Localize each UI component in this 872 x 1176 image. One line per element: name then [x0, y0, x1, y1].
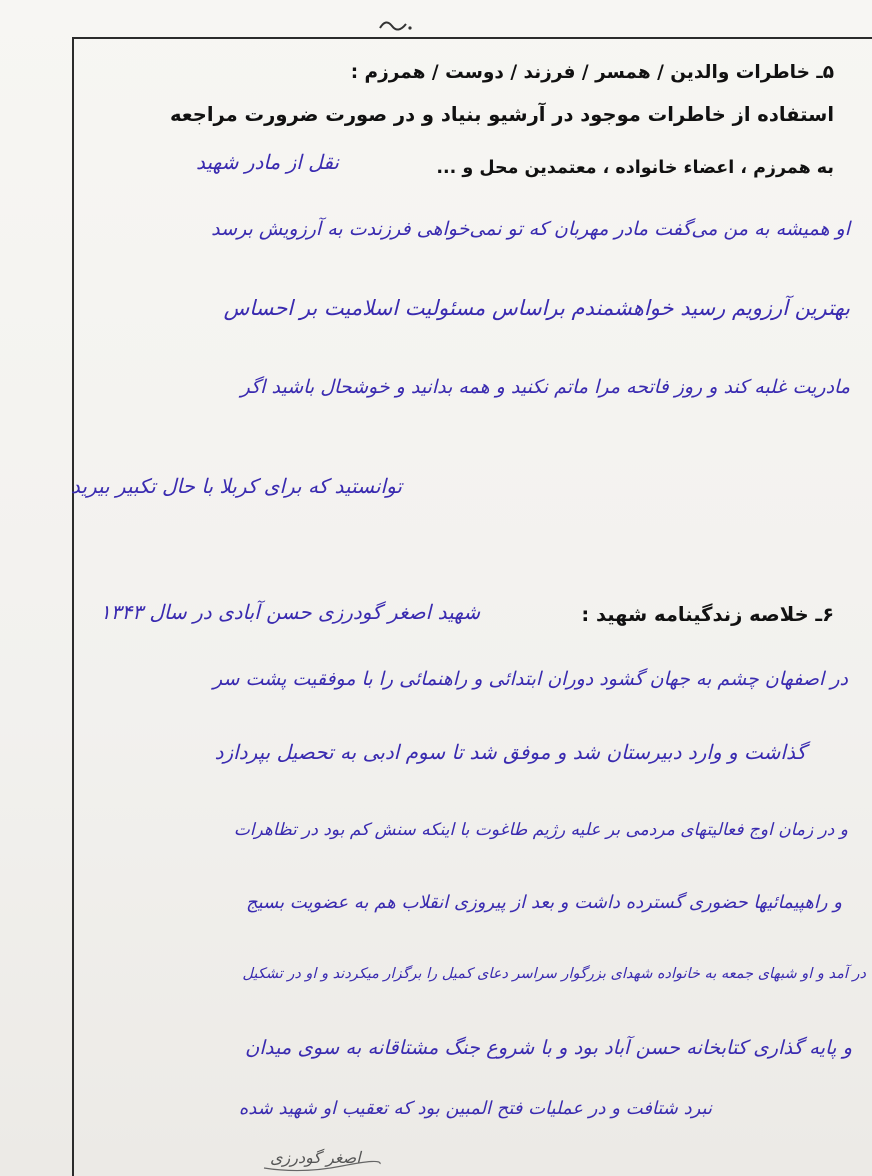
section6-handwritten-line: و در زمان اوج فعالیتهای مردمی بر علیه رژیم طاغوت با اینکه سنش کم بود در تظاهرات	[233, 820, 848, 840]
section6-heading: ۶ـ خلاصه زندگینامه شهید :	[581, 603, 834, 626]
section6-handwritten-line: در آمد و او شبهای جمعه به خانواده شهدای بزرگوار سراسر دعای کمیل را برگزار میکردند و او در تشکیل	[242, 966, 866, 982]
top-margin-mark	[376, 8, 416, 34]
signature-underline-stroke	[262, 1160, 382, 1174]
section6-handwritten-line: نبرد شتافت و در عملیات فتح المبین بود که تعقیب او شهید شده	[238, 1098, 712, 1119]
section6-handwritten-intro: شهید اصغر گودرزی حسن آبادی در سال ۱۳۴۳	[100, 600, 481, 624]
signature: اصغر گودرزی	[270, 1148, 361, 1167]
section5-handwritten-line: بهترین آرزویم رسید خواهشمندم براساس مسئولیت اسلامیت بر احساس	[223, 296, 850, 320]
section5-handwritten-line: مادریت غلبه کند و روز فاتحه مرا ماتم نکنید و همه بدانید و خوشحال باشید اگر	[240, 376, 850, 398]
section6-handwritten-line: در اصفهان چشم به جهان گشود دوران ابتدائی و راهنمائی را با موفقیت پشت سر	[213, 668, 848, 690]
left-margin-line	[72, 38, 74, 1176]
section6-handwritten-line: و پایه گذاری کتابخانه حسن آباد بود و با شروع جنگ مشتاقانه به سوی میدان	[245, 1036, 852, 1059]
section6-handwritten-line: گذاشت و وارد دبیرستان شد و موفق شد تا سوم ادبی به تحصیل بپردازد	[214, 740, 806, 764]
section5-instruction-line2: به همرزم ، اعضاء خانواده ، معتمدین محل و ...	[436, 158, 834, 178]
top-border-line	[72, 37, 872, 39]
section5-handwritten-label: نقل از مادر شهید	[196, 150, 339, 174]
section5-handwritten-line: توانستید که برای کربلا با حال تکبیر بیرید	[70, 474, 402, 498]
section5-handwritten-line: او همیشه به من می‌گفت مادر مهربان که تو نمی‌خواهی فرزندت به آرزویش برسد	[211, 218, 850, 240]
section5-heading: ۵ـ خاطرات والدین / همسر / فرزند / دوست / همرزم :	[350, 62, 834, 83]
section6-handwritten-line: و راهپیمائیها حضوری گسترده داشت و بعد از پیروزی انقلاب هم به عضویت بسیج	[245, 892, 842, 913]
section5-instruction-line1: استفاده از خاطرات موجود در آرشیو بنیاد و در صورت ضرورت مراجعه	[169, 103, 834, 126]
